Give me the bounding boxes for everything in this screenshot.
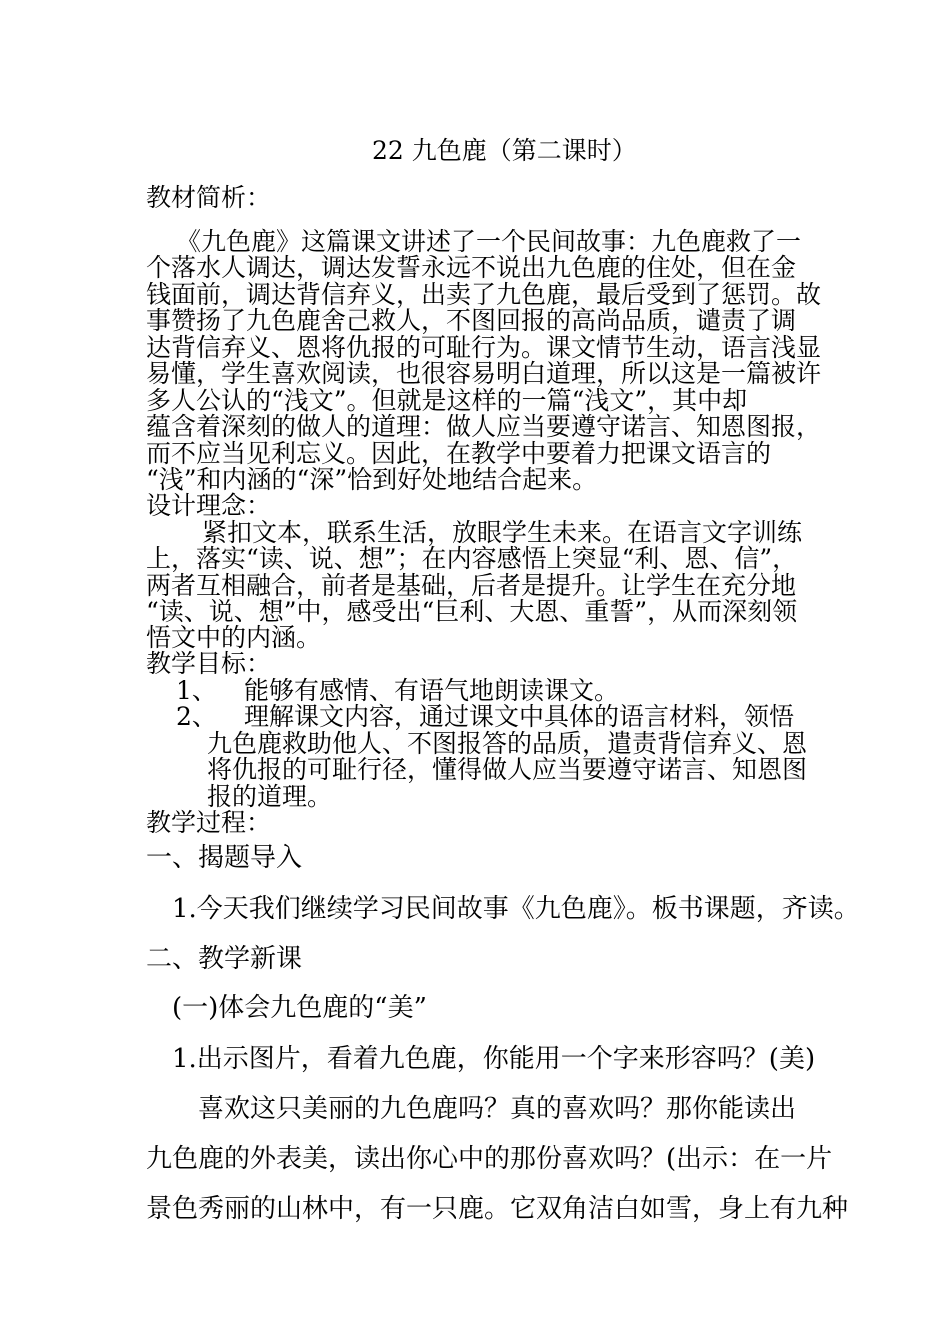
paragraph-line: 紧扣文本，联系生活，放眼学生未来。在语言文字训练 [202, 518, 803, 547]
paragraph-line: “读、说、想”中，感受出“巨利、大恩、重誓”，从而深刻领 [146, 597, 798, 626]
paragraph-line: 景色秀丽的山林中，有一只鹿。它双角洁白如雪，身上有九种 [146, 1194, 849, 1224]
part-heading: 一、揭题导入 [146, 843, 303, 873]
paragraph-line: 而不应当见利忘义。因此，在教学中要着力把课文语言的 [146, 439, 772, 468]
section-heading-analysis: 教材简析： [146, 183, 272, 212]
goal-item-text: 能够有感情、有语气地朗读课文。 [244, 676, 620, 705]
paragraph-line: 《九色鹿》这篇课文讲述了一个民间故事：九色鹿救了一 [176, 227, 802, 256]
paragraph-line: 蕴含着深刻的做人的道理：做人应当要遵守诺言、知恩图报， [146, 412, 822, 441]
paragraph-line: 两者互相融合，前者是基础，后者是提升。让学生在充分地 [146, 571, 797, 600]
goal-item-text: 将仇报的可耻行径，懂得做人应当要遵守诺言、知恩图 [207, 755, 808, 784]
goal-item-text: 理解课文内容，通过课文中具体的语言材料，领悟 [244, 702, 795, 731]
goal-item-text: 报的道理。 [207, 782, 333, 811]
goal-number: 1、 [176, 676, 217, 705]
goal-number: 2、 [176, 702, 217, 731]
paragraph-line: 喜欢这只美丽的九色鹿吗？真的喜欢吗？那你能读出 [198, 1094, 797, 1124]
paragraph-line: 悟文中的内涵。 [146, 623, 322, 652]
paragraph-line: 个落水人调达，调达发誓永远不说出九色鹿的住处，但在金 [146, 253, 797, 282]
paragraph-line: 多人公认的“浅文”。但就是这样的一篇“浅文”，其中却 [146, 386, 748, 415]
paragraph-line: “浅”和内涵的“深”恰到好处地结合起来。 [146, 465, 598, 494]
section-heading-process: 教学过程： [146, 808, 272, 837]
part-heading: 二、教学新课 [146, 944, 303, 974]
sub-heading: (一)体会九色鹿的“美” [172, 993, 427, 1023]
paragraph-line: 1.出示图片，看着九色鹿，你能用一个字来形容吗？(美) [172, 1044, 816, 1074]
section-heading-concept: 设计理念： [146, 491, 272, 520]
paragraph-line: 九色鹿的外表美，读出你心中的那份喜欢吗？(出示：在一片 [146, 1144, 833, 1174]
page-title: 22 九色鹿（第二课时） [372, 136, 637, 165]
paragraph-line: 达背信弃义、恩将仇报的可耻行为。课文情节生动，语言浅显 [146, 333, 822, 362]
section-heading-goals: 教学目标： [146, 649, 272, 678]
paragraph-line: 易懂，学生喜欢阅读，也很容易明白道理，所以这是一篇被许 [146, 359, 822, 388]
goal-item-text: 九色鹿救助他人、不图报答的品质，遣责背信弃义、恩 [207, 729, 808, 758]
paragraph-line: 钱面前，调达背信弃义，出卖了九色鹿，最后受到了惩罚。故 [146, 280, 822, 309]
paragraph-line: 事赞扬了九色鹿舍己救人，不图回报的高尚品质，谴责了调 [146, 306, 797, 335]
paragraph-line: 上，落实“读、说、想”；在内容感悟上突显“利、恩、信”， [146, 544, 798, 573]
paragraph-line: 1.今天我们继续学习民间故事《九色鹿》。板书课题，齐读。 [172, 894, 860, 924]
